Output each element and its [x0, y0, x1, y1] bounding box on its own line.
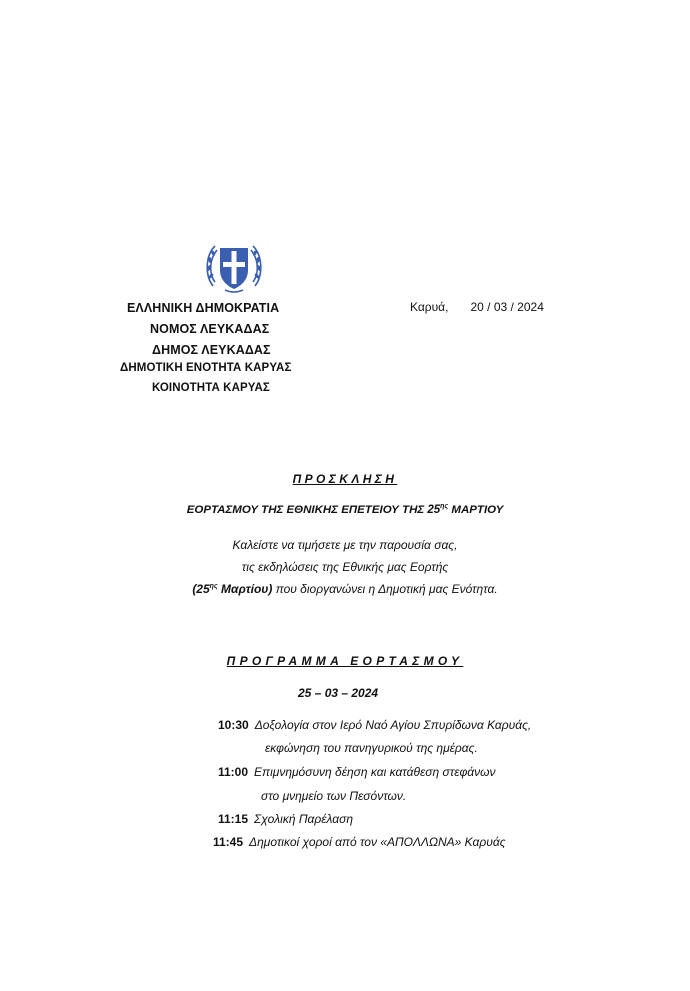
invitation-title: ΠΡΟΣΚΛΗΣΗ	[292, 472, 398, 486]
line3-date	[192, 582, 272, 596]
line3-month: Μαρτίου)	[217, 582, 273, 596]
subtitle-month: ΜΑΡΤΙΟΥ	[448, 503, 504, 516]
date-value: 20 / 03 / 2024	[470, 300, 544, 314]
invitation-line-3	[0, 582, 690, 596]
subtitle-text: ΕΟΡΤΑΣΜΟΥ ΤΗΣ ΕΘΝΙΚΗΣ ΕΠΕΤΕΙΟΥ ΤΗΣ 25	[186, 503, 441, 516]
event-text: Επιμνημόσυνη δέηση και κατάθεση στεφάνων	[254, 765, 496, 779]
event-time: 11:00	[218, 765, 249, 779]
greek-coat-of-arms-icon	[203, 236, 265, 298]
program-event	[218, 765, 495, 779]
subtitle-ordinal: ης	[440, 503, 449, 510]
line3-rest: που διοργανώνει η Δημοτική μας Ενότητα.	[272, 582, 498, 596]
event-time: 10:30	[218, 718, 249, 732]
invitation-line-2: τις εκδηλώσεις της Εθνικής μας Εορτής	[241, 560, 449, 574]
event-time: 11:15	[218, 812, 249, 826]
event-text-continued: στο μνημείο των Πεσόντων.	[261, 789, 407, 803]
invitation-line-1: Καλείστε να τιμήσετε με την παρουσία σας,	[232, 538, 458, 552]
invitation-subtitle	[0, 503, 690, 516]
line3-ordinal: ης	[209, 583, 218, 590]
header-line-community: ΚΟΙΝΟΤΗΤΑ ΚΑΡΥΑΣ	[152, 382, 270, 394]
program-title: ΠΡΟΓΡΑΜΜΑ ΕΟΡΤΑΣΜΟΥ	[226, 654, 464, 668]
line3-day: (25	[192, 582, 210, 596]
date-place: Καρυά,	[410, 300, 449, 314]
document-date	[410, 300, 544, 314]
program-event	[218, 718, 531, 732]
event-text-continued: εκφώνηση του πανηγυρικού της ημέρας.	[265, 741, 478, 755]
event-text: Δοξολογία στον Ιερό Ναό Αγίου Σπυρίδωνα Καρυάς,	[254, 718, 532, 732]
header-line-prefecture: ΝΟΜΟΣ ΛΕΥΚΑΔΑΣ	[150, 322, 270, 336]
event-text: Δημοτικοί χοροί από τον «ΑΠΟΛΛΩΝΑ» Καρυάς	[249, 835, 506, 849]
event-text: Σχολική Παρέλαση	[254, 812, 353, 826]
event-time: 11:45	[213, 835, 244, 849]
program-event	[213, 835, 506, 849]
program-event	[218, 812, 353, 826]
header-line-republic: ΕΛΛΗΝΙΚΗ ΔΗΜΟΚΡΑΤΙΑ	[127, 301, 280, 315]
header-line-municipal-unit: ΔΗΜΟΤΙΚΗ ΕΝΟΤΗΤΑ ΚΑΡΥΑΣ	[120, 362, 292, 374]
header-line-municipality: ΔΗΜΟΣ ΛΕΥΚΑΔΑΣ	[152, 343, 271, 357]
program-date: 25 – 03 – 2024	[298, 686, 379, 700]
